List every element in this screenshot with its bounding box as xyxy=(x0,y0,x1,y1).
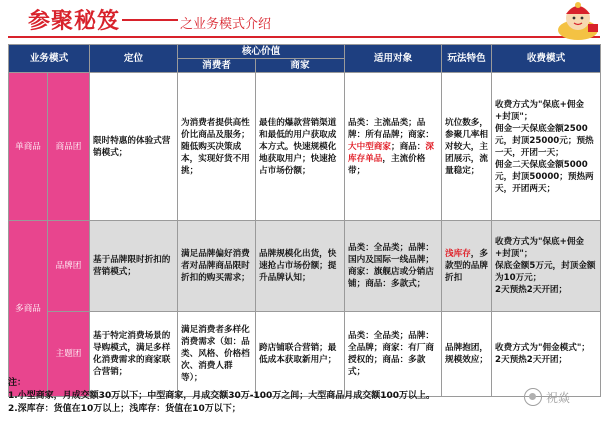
business-mode-table xyxy=(8,44,601,397)
header-merchant: 商家 xyxy=(256,59,345,73)
merchant-cell: 跨店铺联合营销；最低成本获取新用户； xyxy=(256,312,345,397)
wechat-icon xyxy=(524,388,542,406)
mode-multi: 多商品 xyxy=(9,221,48,397)
consumer-cell: 为消费者提供高性价比商品及服务；随低购买决策成本，实现好货不用挑； xyxy=(178,73,256,221)
sub-mode-theme: 主题团 xyxy=(48,312,90,397)
mascot-icon xyxy=(552,0,604,40)
header-fee: 收费模式 xyxy=(492,45,601,73)
title-underline xyxy=(8,36,600,38)
watermark xyxy=(524,388,570,406)
note-line: 2.深库存：货值在10万以上；浅库存：货值在10万以下； xyxy=(8,404,241,414)
fee-line: 佣金一天保底金额2500元，封顶25000元；预热一天，开团一天； xyxy=(495,123,594,158)
merchant-cell: 品牌规模化出货，快速抢占市场份额；提升品牌认知； xyxy=(256,221,345,312)
fee-line: 佣金二天保底金额5000元，封顶50000；预热两天，开团两天； xyxy=(495,159,594,194)
fee-line: 收费方式为"保底+佣金+封顶"； xyxy=(495,99,585,122)
feature-highlight: 浅库存 xyxy=(445,249,471,259)
fee-line: 2天预热2天开团； xyxy=(495,355,568,365)
header-row xyxy=(9,45,601,59)
target-text: ；商品： xyxy=(390,141,426,152)
page-title-group xyxy=(28,4,271,34)
page-subtitle: 之业务模式介绍 xyxy=(180,17,272,32)
target-cell: 品类：全品类；品牌：全品牌；商家：有厂商授权的；商品：多款式； xyxy=(345,312,442,397)
fee-line: 2天预热2天开团； xyxy=(495,285,568,295)
fee-cell xyxy=(492,221,601,312)
target-cell: 品类：全品类；品牌：国内及国际一线品牌；商家：旗舰店或分销店铺；商品：多款式； xyxy=(345,221,442,312)
target-text: ，主流价格带； xyxy=(348,153,426,176)
feature-cell: 坑位数多，参聚几率相对较大，主团展示，流量稳定； xyxy=(442,73,492,221)
note-line: 1.小型商家，月成交额30万以下；中型商家，月成交额30万-100万之间；大型商品月成交额100万以上。 xyxy=(8,391,436,401)
target-cell xyxy=(345,73,442,221)
page-title: 参聚秘笈 xyxy=(28,9,121,34)
mode-single: 单商品 xyxy=(9,73,48,221)
position-cell: 基于品牌限时折扣的营销模式； xyxy=(90,221,178,312)
consumer-cell: 满足品牌偏好消费者对品牌商品限时折扣的购买需求； xyxy=(178,221,256,312)
fee-line: 保底金额5万元，封顶金额为10万元； xyxy=(495,261,596,283)
target-highlight: 大中型商家 xyxy=(348,141,391,152)
header-target: 适用对象 xyxy=(345,45,442,73)
watermark-text: 祝焱 xyxy=(546,390,571,405)
header-mode: 业务模式 xyxy=(9,45,90,73)
sub-mode-product: 商品团 xyxy=(48,73,90,221)
target-highlight: 深库存单品 xyxy=(348,141,434,164)
feature-cell: 品牌抱团，规模效应； xyxy=(442,312,492,397)
sub-mode-brand: 品牌团 xyxy=(48,221,90,312)
target-text: 品类：主流品类；品牌：所有品牌；商家： xyxy=(348,117,434,140)
title-dash xyxy=(122,19,178,21)
fee-line: 收费方式为"佣金模式"； xyxy=(495,343,590,353)
fee-cell xyxy=(492,73,601,221)
table-row-brand-group xyxy=(9,221,601,312)
header-position: 定位 xyxy=(90,45,178,73)
consumer-cell: 满足消费者多样化消费需求（如：品类、风格、价格档次、消费人群等）； xyxy=(178,312,256,397)
header-core-value: 核心价值 xyxy=(178,45,345,59)
table-row-product-group xyxy=(9,73,601,221)
footnotes xyxy=(8,377,528,416)
notes-label: 注： xyxy=(8,378,27,388)
header-feature: 玩法特色 xyxy=(442,45,492,73)
position-cell: 基于特定消费场景的导购模式，满足多样化消费需求的商家联合营销； xyxy=(90,312,178,397)
merchant-cell: 最佳的爆款营销渠道和最低的用户获取成本方式。快速规模化地获取用户；快速抢占市场份额； xyxy=(256,73,345,221)
feature-cell xyxy=(442,221,492,312)
header-consumer: 消费者 xyxy=(178,59,256,73)
fee-line: 收费方式为"保底+佣金+封顶"； xyxy=(495,237,585,259)
feature-text: ，多款型的品牌折扣 xyxy=(445,249,488,283)
position-cell: 限时特惠的体验式营销模式； xyxy=(90,73,178,221)
